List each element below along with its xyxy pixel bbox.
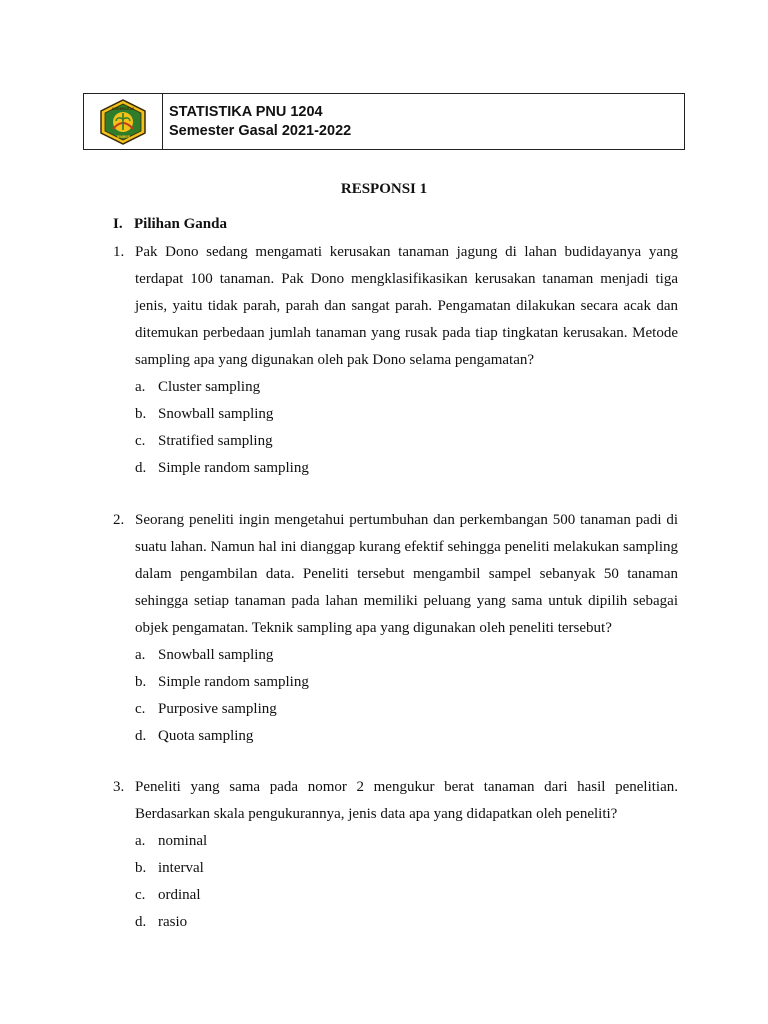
option-letter: d. — [135, 914, 147, 930]
logo-text-bottom: JEMBER — [115, 134, 131, 139]
document-title: RESPONSI 1 — [340, 181, 428, 197]
question-3 — [113, 774, 678, 936]
option-item — [135, 642, 678, 669]
university-seal-icon — [98, 99, 148, 145]
option-letter: b. — [135, 860, 147, 876]
question-1 — [113, 239, 678, 482]
section-label: Pilihan Ganda — [134, 216, 227, 232]
option-item — [135, 909, 678, 936]
option-text: Quota sampling — [158, 728, 254, 744]
option-item — [135, 428, 678, 455]
option-item — [135, 455, 678, 482]
option-text: Simple random sampling — [158, 674, 309, 690]
option-list — [135, 642, 678, 750]
semester-label: Semester Gasal 2021-2022 — [169, 122, 352, 139]
option-letter: d. — [135, 460, 147, 476]
section-number: I. — [113, 216, 123, 232]
course-info — [163, 94, 684, 149]
option-letter: c. — [135, 701, 146, 717]
question-2 — [113, 507, 678, 750]
question-number: 2. — [113, 512, 125, 528]
course-header — [83, 93, 685, 150]
logo-text-top: UNIVERSITAS — [111, 106, 135, 111]
option-text: ordinal — [158, 887, 201, 903]
question-number: 1. — [113, 244, 125, 260]
option-text: nominal — [158, 833, 208, 849]
option-item — [135, 723, 678, 750]
option-letter: b. — [135, 406, 147, 422]
course-title: STATISTIKA PNU 1204 — [169, 103, 323, 120]
option-text: Cluster sampling — [158, 379, 261, 395]
option-list — [135, 374, 678, 482]
option-item — [135, 669, 678, 696]
option-letter: d. — [135, 728, 147, 744]
option-list — [135, 828, 678, 936]
option-text: Stratified sampling — [158, 433, 273, 449]
option-text: interval — [158, 860, 204, 876]
option-letter: a. — [135, 379, 146, 395]
option-item — [135, 374, 678, 401]
option-text: rasio — [158, 914, 188, 930]
option-text: Snowball sampling — [158, 406, 274, 422]
question-text: Seorang peneliti ingin mengetahui pertumbuhan dan perkembangan 500 tanaman padi di suatu lahan. Namun hal ini dianggap kurang efektif sehingga peneliti melakukan sampling dalam pengambilan data. Peneliti tersebut mengambil sampel sebanyak 50 tanaman sehingga setiap tanaman pada lahan memiliki peluang yang sama untuk dipilih sebagai objek pengamatan. Teknik sampling apa yang digunakan oleh peneliti tersebut? — [135, 512, 678, 636]
question-number: 3. — [113, 779, 125, 795]
question-text: Pak Dono sedang mengamati kerusakan tanaman jagung di lahan budidayanya yang terdapat 100 tanaman. Pak Dono mengklasifikasikan kerusakan tanaman menjadi tiga jenis, yaitu tidak parah, parah dan sangat parah. Pengamatan dilakukan secara acak dan ditemukan perbedaan jumlah tanaman yang rusak pada tiap tingkatan kerusakan. Metode sampling apa yang digunakan oleh pak Dono selama pengamatan? — [135, 244, 678, 368]
option-letter: b. — [135, 674, 147, 690]
option-item — [135, 828, 678, 855]
section-heading — [113, 216, 227, 233]
option-letter: a. — [135, 647, 146, 663]
option-item — [135, 696, 678, 723]
option-letter: c. — [135, 433, 146, 449]
logo-cell — [84, 94, 163, 149]
option-text: Simple random sampling — [158, 460, 309, 476]
option-item — [135, 855, 678, 882]
option-text: Snowball sampling — [158, 647, 274, 663]
option-letter: a. — [135, 833, 146, 849]
option-text: Purposive sampling — [158, 701, 277, 717]
option-letter: c. — [135, 887, 146, 903]
option-item — [135, 882, 678, 909]
option-item — [135, 401, 678, 428]
question-text: Peneliti yang sama pada nomor 2 mengukur berat tanaman dari hasil penelitian. Berdasarkan skala pengukurannya, jenis data apa yang didapatkan oleh peneliti? — [135, 779, 678, 822]
